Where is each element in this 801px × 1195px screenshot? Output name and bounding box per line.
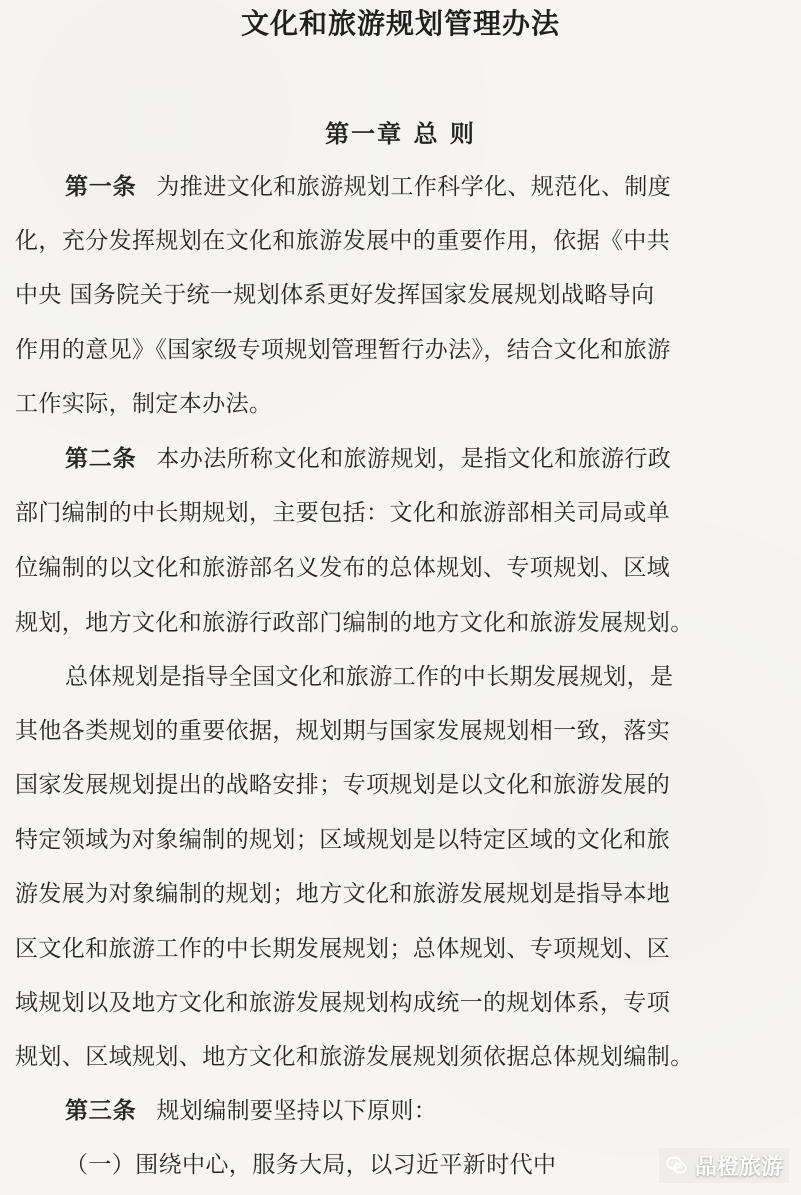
article-1-line-3: 中央 国务院关于统一规划体系更好发挥国家发展规划战略导向 <box>15 282 655 308</box>
article-2-line-1 <box>65 446 785 472</box>
document-title: 文化和旅游规划管理办法 <box>240 7 560 40</box>
article-1-line-4: 作用的意见》《国家级专项规划管理暂行办法》，结合文化和旅游 <box>15 337 671 363</box>
article-1-line-1 <box>65 174 785 200</box>
wechat-icon <box>665 1154 689 1178</box>
article-2-line-4: 规划，地方文化和旅游行政部门编制的地方文化和旅游发展规划。 <box>15 610 694 636</box>
overall-plan-line-2: 其他各类规划的重要依据，规划期与国家发展规划相一致，落实 <box>15 718 671 744</box>
overall-plan-line-1: 总体规划是指导全国文化和旅游工作的中长期发展规划，是 <box>65 664 674 690</box>
article-2-label: 第二条 <box>65 445 137 472</box>
article-3-line-2: （一）围绕中心，服务大局，以习近平新时代中 <box>65 1152 557 1178</box>
brand-watermark <box>659 1148 789 1183</box>
article-1-label: 第一条 <box>65 173 137 200</box>
overall-plan-line-8: 规划、区域规划、地方文化和旅游发展规划须依据总体规划编制。 <box>15 1044 694 1070</box>
article-1-text: 为推进文化和旅游规划工作科学化、规范化、制度 <box>156 174 672 200</box>
article-3-line-1 <box>65 1098 785 1124</box>
article-1-line-2: 化，充分发挥规划在文化和旅游发展中的重要作用，依据《中共 <box>15 228 671 254</box>
overall-plan-line-6: 区文化和旅游工作的中长期发展规划；总体规划、专项规划、区 <box>15 936 671 962</box>
article-2-line-3: 位编制的以文化和旅游部名义发布的总体规划、专项规划、区域 <box>15 555 671 581</box>
article-1-line-5: 工作实际，制定本办法。 <box>15 391 273 417</box>
article-2-line-2: 部门编制的中长期规划，主要包括：文化和旅游部相关司局或单 <box>15 500 671 526</box>
article-3-label: 第三条 <box>65 1097 137 1124</box>
overall-plan-line-4: 特定领域为对象编制的规划；区域规划是以特定区域的文化和旅 <box>15 827 671 853</box>
chapter-title: 第一章 总 则 <box>325 119 476 148</box>
article-3-text: 规划编制要坚持以下原则： <box>156 1098 438 1124</box>
overall-plan-line-3: 国家发展规划提出的战略安排；专项规划是以文化和旅游发展的 <box>15 772 671 798</box>
overall-plan-line-7: 域规划以及地方文化和旅游发展规划构成统一的规划体系，专项 <box>15 990 671 1016</box>
article-2-text: 本办法所称文化和旅游规划，是指文化和旅游行政 <box>156 446 672 472</box>
watermark-text: 品橙旅游 <box>694 1155 783 1180</box>
overall-plan-line-5: 游发展为对象编制的规划；地方文化和旅游发展规划是指导本地 <box>15 881 671 907</box>
